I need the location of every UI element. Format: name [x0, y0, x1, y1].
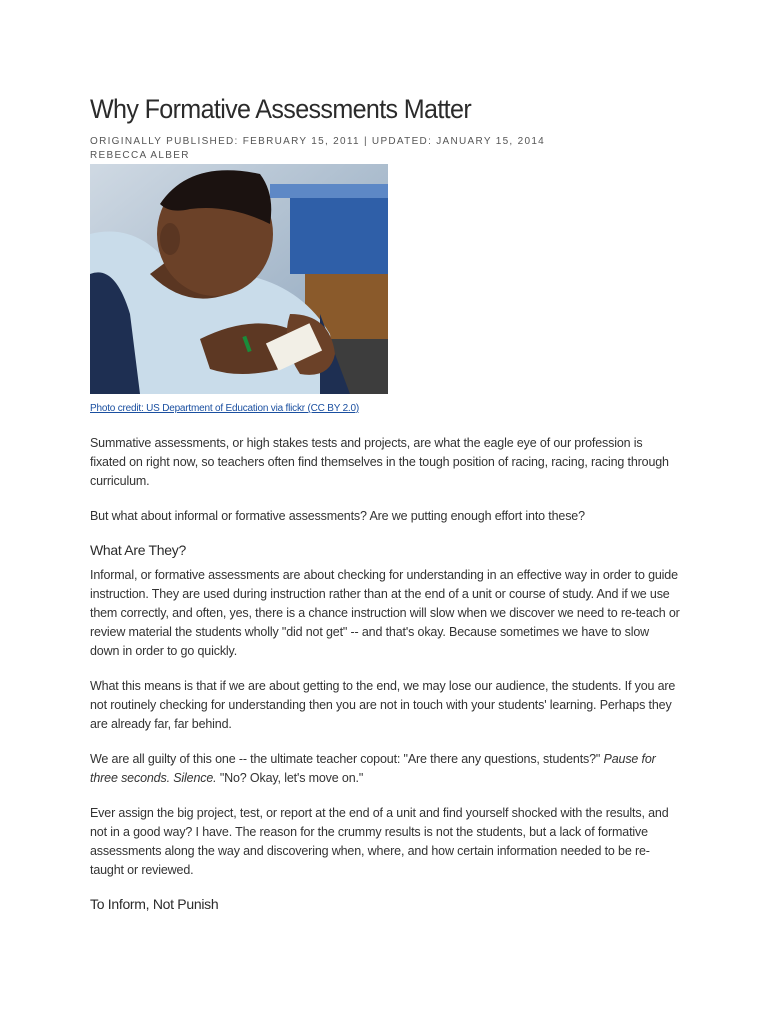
article-meta: [90, 135, 680, 163]
paragraph: What this means is that if we are about getting to the end, we may lose our audience, the students. If you are not routinely checking for understanding then you are not in touch with your students' learning. Perhaps they are already far, far behind.: [90, 679, 676, 731]
photo-credit-link[interactable]: Photo credit: US Department of Education via flickr (CC BY 2.0): [90, 403, 360, 414]
paragraph: Informal, or formative assessments are about checking for understanding in an effective way in order to guide instruction. They are used during instruction rather than at the end of a unit or course of study. And if we use them correctly, and often, yes, there is a chance instruction will slow when we discover we need to re-teach or review material the students wholly "did not get" -- and that's okay. Because sometimes we have to slow down in order to go quickly.: [90, 568, 680, 658]
paragraph-text: "No? Okay, let's move on.": [216, 771, 364, 785]
student-photo-image: [90, 164, 388, 394]
italic-text: Pause for three seconds. Silence.: [90, 752, 656, 785]
paragraph: Ever assign the big project, test, or report at the end of a unit and find yourself shocked with the results, and not in a good way? I have. The reason for the crummy results is not the students, but a lack of formative assessments along the way and discovering when, where, and how certain information needed to be re-taught or reviewed.: [90, 806, 669, 877]
article-title: Why Formative Assessments Matter: [90, 94, 472, 124]
paragraph: But what about informal or formative assessments? Are we putting enough effort into these?: [90, 509, 585, 523]
article: [90, 92, 680, 914]
paragraph-text: We are all guilty of this one -- the ultimate teacher copout: "Are there any questions, students?": [90, 752, 604, 766]
publish-dates: ORIGINALLY PUBLISHED: FEBRUARY 15, 2011 | UPDATED: JANUARY 15, 2014: [90, 136, 546, 147]
section-heading-to-inform: To Inform, Not Punish: [90, 896, 219, 912]
section-heading-what-are-they: What Are They?: [90, 542, 186, 558]
paragraph: [90, 750, 680, 788]
author-name: REBECCA ALBER: [90, 150, 190, 161]
paragraph: Summative assessments, or high stakes tests and projects, are what the eagle eye of our profession is fixated on right now, so teachers often find themselves in the tough position of racing, racing, racing through curriculum.: [90, 436, 669, 488]
article-photo: [90, 164, 388, 394]
